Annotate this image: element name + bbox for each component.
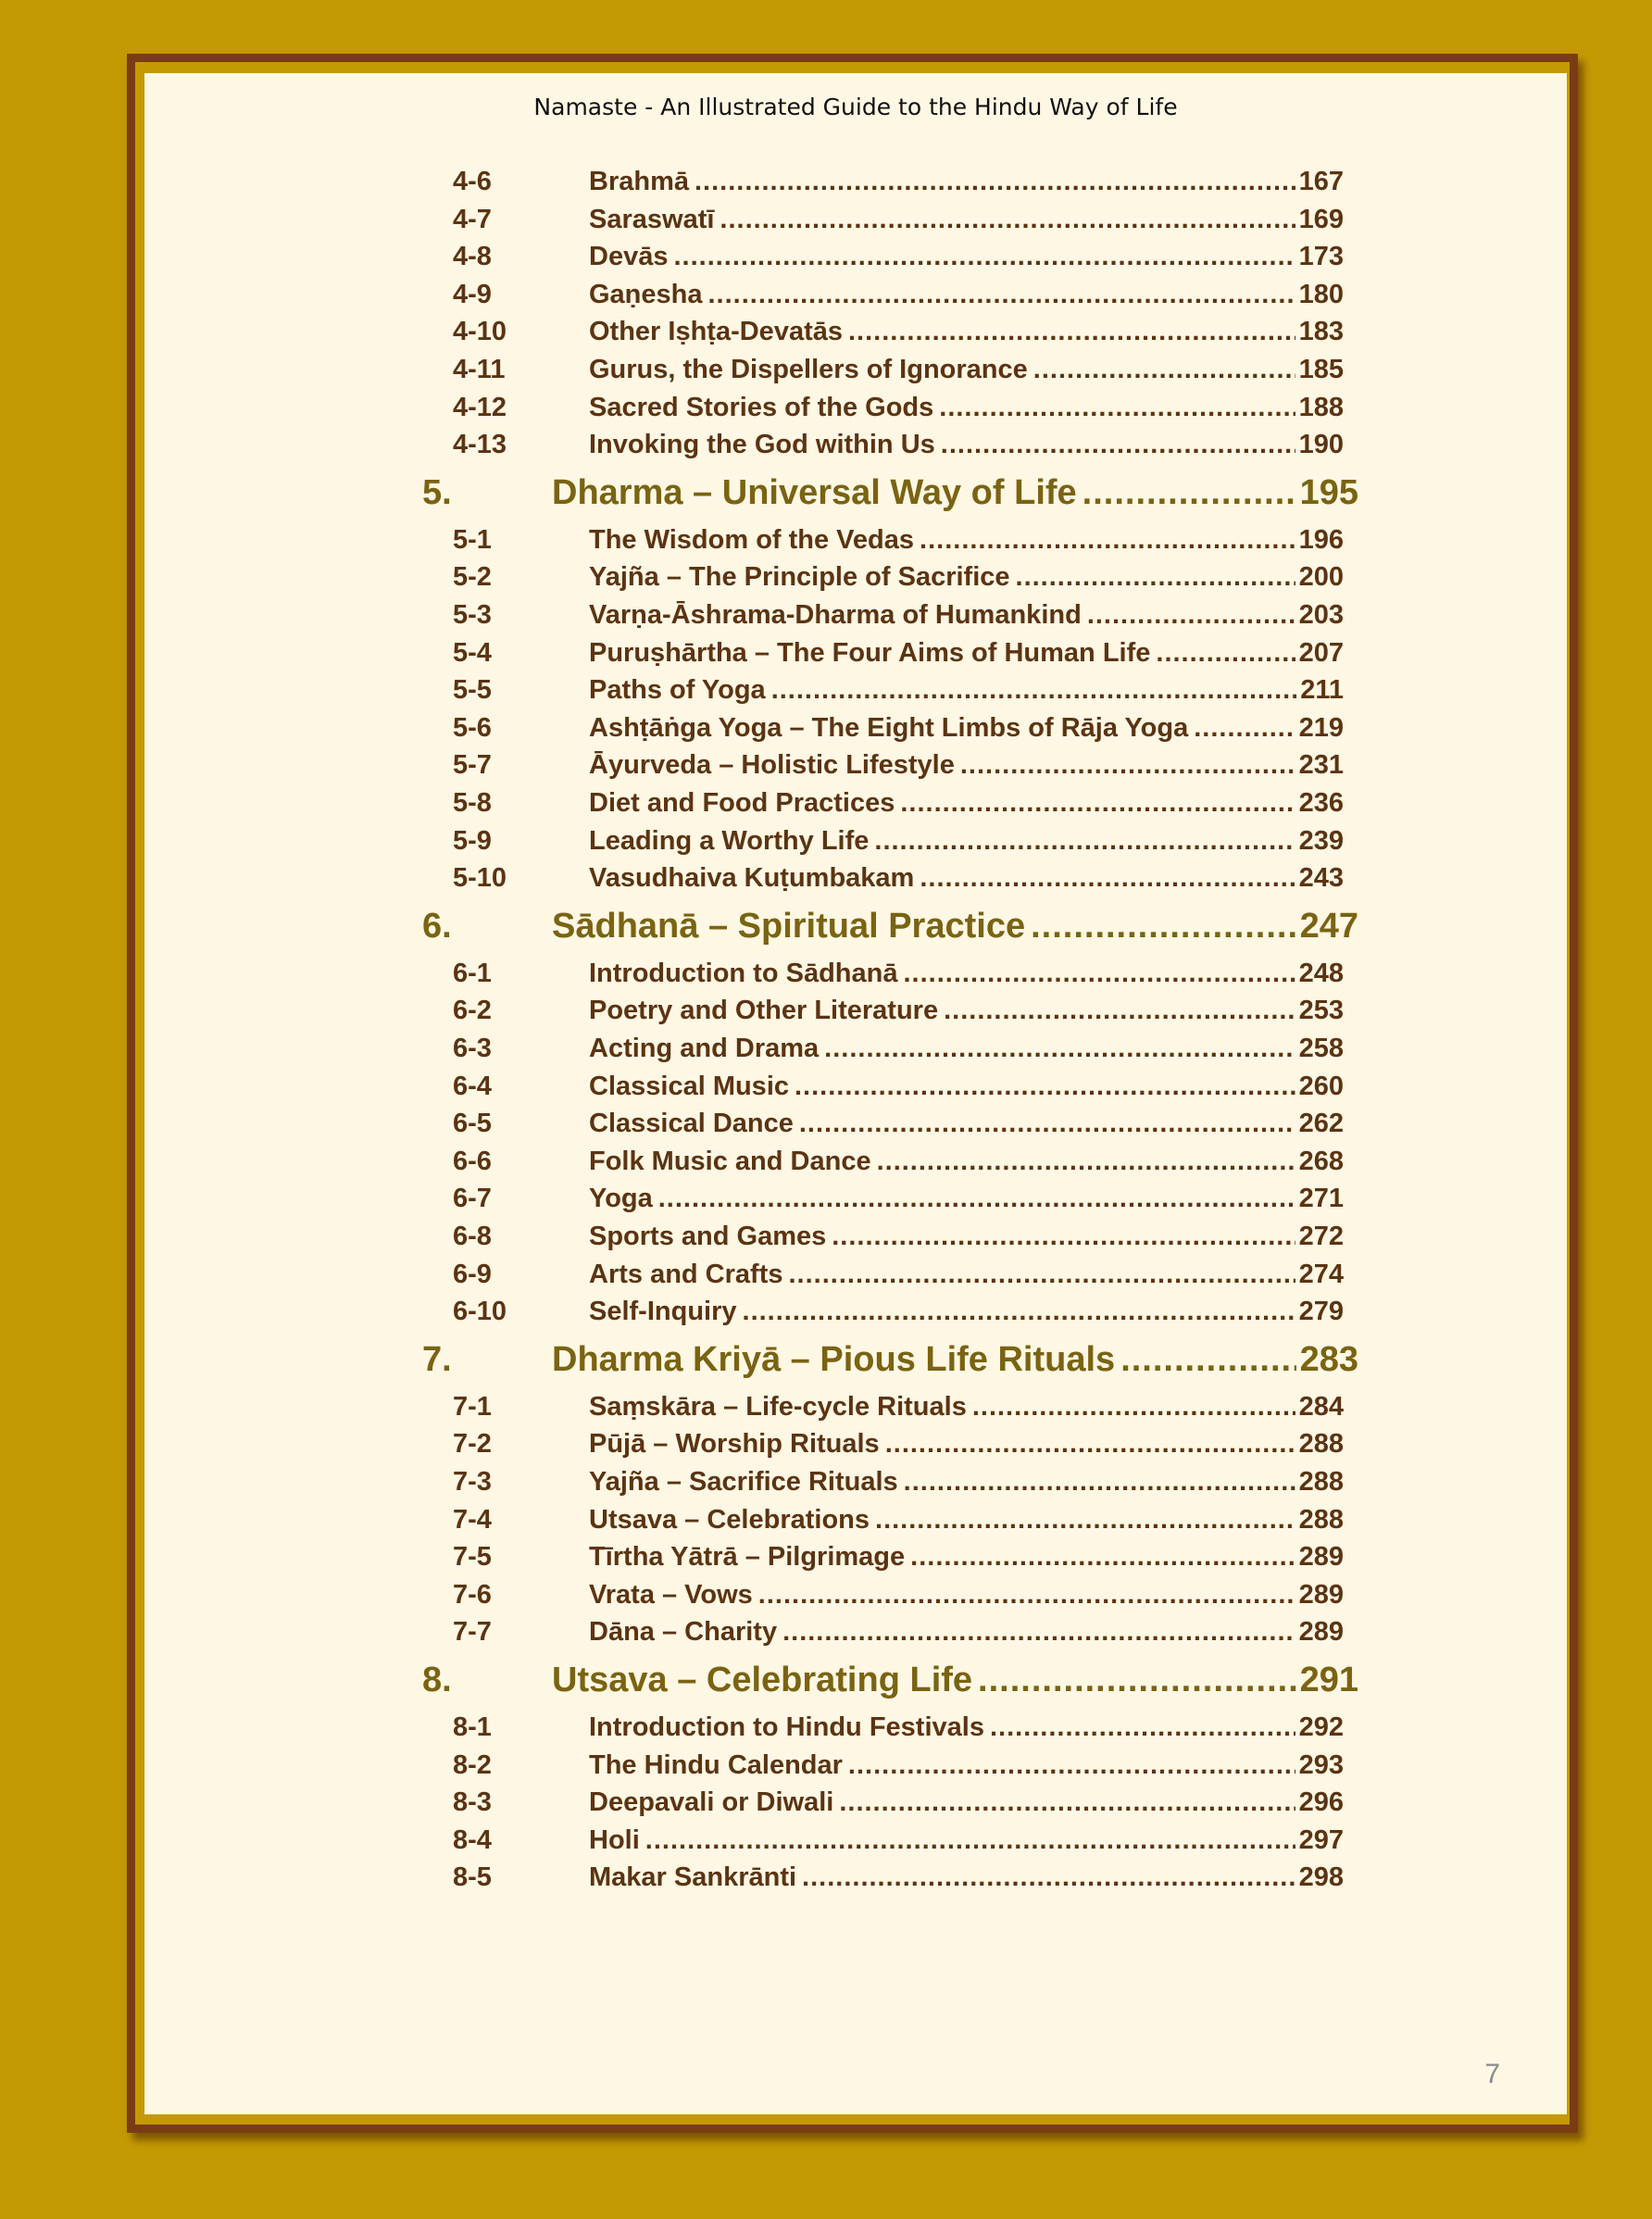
toc-entry-number: 4-11 bbox=[453, 355, 506, 384]
toc-entry[interactable] bbox=[453, 996, 1344, 1026]
dot-leader bbox=[799, 1109, 1295, 1139]
toc-entry-title: Utsava – Celebrating Life bbox=[552, 1661, 973, 1699]
toc-entry-title: Utsava – Celebrations bbox=[589, 1504, 870, 1535]
toc-entry-page: 289 bbox=[1298, 1579, 1344, 1610]
toc-entry-title: Leading a Worthy Life bbox=[589, 825, 870, 856]
toc-entry-number: 6-7 bbox=[453, 1184, 492, 1214]
toc-entry-page: 274 bbox=[1298, 1259, 1344, 1289]
dot-leader bbox=[944, 996, 1295, 1026]
toc-entry-title: Classical Music bbox=[589, 1071, 789, 1101]
toc-section-heading[interactable] bbox=[422, 1340, 1358, 1380]
toc-entry-title: Sports and Games bbox=[589, 1222, 827, 1251]
toc-entry[interactable] bbox=[453, 1222, 1344, 1252]
toc-entry-page: 188 bbox=[1298, 392, 1344, 422]
toc-entry[interactable] bbox=[453, 959, 1344, 989]
toc-entry-page: 288 bbox=[1298, 1504, 1344, 1535]
toc-entry[interactable] bbox=[453, 525, 1344, 556]
toc-entry-title: Holi bbox=[589, 1824, 640, 1855]
toc-entry-title: Makar Sankrānti bbox=[589, 1862, 797, 1893]
toc-entry-number: 7-4 bbox=[453, 1504, 492, 1535]
dot-leader bbox=[972, 1392, 1295, 1423]
toc-entry-page: 211 bbox=[1300, 675, 1344, 706]
toc-entry-title: Self-Inquiry bbox=[589, 1297, 737, 1327]
dot-leader bbox=[1031, 907, 1296, 947]
toc-entry-title: Vasudhaiva Kuṭumbakam bbox=[589, 863, 915, 894]
toc-entry-title: Folk Music and Dance bbox=[589, 1146, 871, 1176]
toc-entry[interactable] bbox=[453, 1297, 1344, 1327]
toc-entry-title: Brahmā bbox=[589, 167, 689, 196]
toc-entry-title: Introduction to Sādhanā bbox=[589, 958, 898, 988]
toc-entry-page: 243 bbox=[1298, 863, 1344, 894]
toc-entry-number: 6-3 bbox=[453, 1034, 492, 1063]
toc-entry-title: Sacred Stories of the Gods bbox=[589, 392, 934, 422]
dot-leader bbox=[658, 1184, 1295, 1214]
toc-entry-number: 6-4 bbox=[453, 1071, 492, 1101]
toc-entry-page: 200 bbox=[1298, 562, 1344, 593]
toc-entry-page: 297 bbox=[1298, 1824, 1344, 1855]
toc-entry-page: 292 bbox=[1298, 1712, 1344, 1742]
toc-entry-number: 5-10 bbox=[453, 863, 507, 894]
toc-entry-title: Classical Dance bbox=[589, 1109, 794, 1139]
dot-leader bbox=[877, 1147, 1295, 1177]
toc-entry-number: 7-1 bbox=[453, 1391, 492, 1422]
toc-entry-number: 7-5 bbox=[453, 1542, 492, 1573]
toc-entry-title: Acting and Drama bbox=[589, 1034, 820, 1063]
dot-leader bbox=[910, 1542, 1295, 1573]
toc-entry[interactable] bbox=[453, 1034, 1344, 1064]
toc-entry-page: 262 bbox=[1298, 1109, 1344, 1139]
toc-entry-number: 5-4 bbox=[453, 637, 492, 668]
toc-entry-number: 5-8 bbox=[453, 788, 492, 818]
toc-entry-number: 6-9 bbox=[453, 1259, 492, 1289]
toc-entry-page: 272 bbox=[1298, 1222, 1344, 1251]
dot-leader bbox=[789, 1260, 1295, 1290]
toc-entry[interactable] bbox=[453, 600, 1344, 631]
dot-leader bbox=[824, 1034, 1295, 1064]
dot-leader bbox=[960, 750, 1295, 781]
dot-leader bbox=[695, 167, 1295, 197]
toc-entry-title: Dharma Kriyā – Pious Life Rituals bbox=[552, 1339, 1116, 1379]
dot-leader bbox=[848, 1750, 1295, 1781]
toc-entry[interactable] bbox=[453, 788, 1344, 819]
page-number: 7 bbox=[1484, 2059, 1500, 2089]
dot-leader bbox=[782, 1617, 1295, 1648]
toc-entry-number: 5-7 bbox=[453, 750, 492, 781]
toc-entry[interactable] bbox=[453, 1542, 1344, 1573]
dot-leader bbox=[771, 675, 1297, 706]
dot-leader bbox=[875, 1505, 1295, 1536]
toc-entry-title: Saraswatī bbox=[589, 204, 715, 234]
toc-entry-page: 196 bbox=[1298, 524, 1344, 555]
toc-entry-page: 284 bbox=[1298, 1391, 1344, 1422]
toc-entry-number: 7-6 bbox=[453, 1579, 492, 1610]
toc-entry[interactable] bbox=[453, 713, 1344, 744]
toc-entry-number: 7. bbox=[422, 1339, 452, 1379]
toc-entry-number: 8-4 bbox=[453, 1824, 492, 1855]
dot-leader bbox=[848, 317, 1295, 347]
running-header: Namaste - An Illustrated Guide to the Hindu Way of Life bbox=[533, 94, 1178, 120]
dot-leader bbox=[645, 1825, 1295, 1856]
toc-entry-page: 231 bbox=[1298, 750, 1344, 781]
toc-entry-page: 296 bbox=[1298, 1787, 1344, 1818]
toc-entry-number: 6-10 bbox=[453, 1297, 507, 1327]
dot-leader bbox=[1016, 562, 1295, 593]
toc-entry-number: 5-5 bbox=[453, 675, 492, 706]
toc-entry-number: 7-3 bbox=[453, 1467, 492, 1497]
toc-section-heading[interactable] bbox=[422, 1661, 1358, 1700]
toc-entry[interactable] bbox=[453, 205, 1344, 235]
toc-entry-page: 293 bbox=[1298, 1749, 1344, 1780]
toc-entry-title: Poetry and Other Literature bbox=[589, 996, 939, 1026]
toc-entry[interactable] bbox=[453, 430, 1344, 460]
toc-entry-page: 195 bbox=[1299, 472, 1358, 512]
toc-entry-page: 279 bbox=[1298, 1297, 1344, 1327]
toc-entry[interactable] bbox=[453, 1147, 1344, 1177]
toc-entry[interactable] bbox=[453, 1072, 1344, 1102]
toc-entry[interactable] bbox=[453, 562, 1344, 593]
toc-entry-number: 4-7 bbox=[453, 204, 492, 234]
toc-entry-page: 239 bbox=[1298, 825, 1344, 856]
toc-entry-title: Introduction to Hindu Festivals bbox=[589, 1712, 984, 1742]
toc-entry-page: 219 bbox=[1298, 712, 1344, 743]
toc-entry-number: 5-6 bbox=[453, 712, 492, 743]
toc-entry-page: 283 bbox=[1299, 1339, 1358, 1379]
dot-leader bbox=[1194, 713, 1295, 744]
dot-leader bbox=[832, 1222, 1295, 1252]
toc-entry-title: Other Iṣhṭa-Devatās bbox=[589, 317, 843, 347]
dot-leader bbox=[904, 959, 1295, 989]
toc-entry-number: 7-2 bbox=[453, 1429, 492, 1460]
toc-entry-number: 6-1 bbox=[453, 958, 492, 988]
dot-leader bbox=[1156, 638, 1295, 669]
toc-entry[interactable] bbox=[453, 1505, 1344, 1536]
toc-entry-number: 6. bbox=[422, 906, 452, 946]
toc-entry-page: 291 bbox=[1299, 1661, 1358, 1699]
toc-entry[interactable] bbox=[453, 1429, 1344, 1460]
toc-entry-number: 6-5 bbox=[453, 1109, 492, 1139]
toc-entry-title: Invoking the God within Us bbox=[589, 430, 935, 460]
toc-entry-title: Pūjā – Worship Rituals bbox=[589, 1429, 880, 1460]
toc-entry-page: 173 bbox=[1298, 242, 1344, 272]
dot-leader bbox=[743, 1297, 1295, 1327]
toc-entry-number: 8-5 bbox=[453, 1862, 492, 1893]
document-page bbox=[144, 73, 1567, 2114]
toc-entry[interactable] bbox=[453, 280, 1344, 310]
toc-entry-page: 169 bbox=[1298, 204, 1344, 234]
toc-entry[interactable] bbox=[453, 675, 1344, 706]
dot-leader bbox=[939, 393, 1295, 423]
toc-entry-page: 185 bbox=[1298, 355, 1344, 384]
toc-entry-page: 288 bbox=[1298, 1467, 1344, 1497]
toc-entry-page: 271 bbox=[1298, 1184, 1344, 1214]
toc-entry-number: 4-9 bbox=[453, 279, 492, 309]
toc-entry-number: 4-12 bbox=[453, 392, 507, 422]
toc-entry-number: 5. bbox=[422, 472, 452, 512]
toc-entry[interactable] bbox=[453, 1392, 1344, 1423]
toc-entry-number: 7-7 bbox=[453, 1617, 492, 1648]
toc-entry[interactable] bbox=[453, 826, 1344, 857]
toc-entry-title: Paths of Yoga bbox=[589, 675, 766, 706]
toc-entry-page: 247 bbox=[1299, 906, 1358, 946]
toc-entry-title: Ashṭāṅga Yoga – The Eight Limbs of Rāja Yoga bbox=[589, 712, 1189, 743]
toc-entry-page: 180 bbox=[1298, 279, 1344, 309]
toc-entry-number: 4-10 bbox=[453, 317, 507, 347]
toc-entry-title: Saṃskāra – Life-cycle Rituals bbox=[589, 1391, 967, 1422]
toc-entry[interactable] bbox=[453, 1260, 1344, 1290]
toc-entry[interactable] bbox=[453, 317, 1344, 347]
toc-entry[interactable] bbox=[453, 1109, 1344, 1139]
toc-entry-title: Puruṣhārtha – The Four Aims of Human Life bbox=[589, 637, 1151, 668]
toc-entry-page: 190 bbox=[1298, 430, 1344, 460]
toc-entry-page: 288 bbox=[1298, 1429, 1344, 1460]
toc-entry-title: Arts and Crafts bbox=[589, 1259, 783, 1289]
toc-entry[interactable] bbox=[453, 1184, 1344, 1214]
toc-entry-title: Gurus, the Dispellers of Ignorance bbox=[589, 355, 1028, 384]
toc-entry-number: 6-2 bbox=[453, 996, 492, 1026]
dot-leader bbox=[1120, 1340, 1295, 1380]
toc-entry-number: 4-8 bbox=[453, 242, 492, 272]
toc-entry-page: 183 bbox=[1298, 317, 1344, 347]
toc-entry[interactable] bbox=[453, 242, 1344, 272]
dot-leader bbox=[758, 1580, 1295, 1611]
toc-entry-title: Āyurveda – Holistic Lifestyle bbox=[589, 750, 955, 781]
toc-entry-page: 248 bbox=[1298, 958, 1344, 988]
dot-leader bbox=[990, 1712, 1295, 1743]
dot-leader bbox=[708, 280, 1295, 310]
toc-entry[interactable] bbox=[453, 355, 1344, 385]
dot-leader bbox=[802, 1862, 1295, 1893]
dot-leader bbox=[885, 1429, 1295, 1460]
toc-entry-number: 5-1 bbox=[453, 524, 492, 555]
toc-entry[interactable] bbox=[453, 1787, 1344, 1818]
toc-section-heading[interactable] bbox=[422, 907, 1358, 947]
toc-entry-number: 5-3 bbox=[453, 600, 492, 630]
toc-entry-title: Sādhanā – Spiritual Practice bbox=[552, 906, 1026, 946]
toc-entry-title: Yajña – The Principle of Sacrifice bbox=[589, 562, 1010, 593]
toc-entry-title: Deepavali or Diwali bbox=[589, 1787, 834, 1818]
toc-entry[interactable] bbox=[453, 638, 1344, 669]
dot-leader bbox=[1033, 355, 1295, 385]
toc-entry[interactable] bbox=[453, 1467, 1344, 1498]
toc-entry-page: 289 bbox=[1298, 1617, 1344, 1648]
toc-entry-page: 203 bbox=[1298, 600, 1344, 630]
toc-entry-title: Tīrtha Yātrā – Pilgrimage bbox=[589, 1542, 906, 1573]
toc-entry-number: 8-2 bbox=[453, 1749, 492, 1780]
toc-entry-number: 8. bbox=[422, 1661, 452, 1699]
dot-leader bbox=[920, 525, 1295, 556]
toc-entry-number: 6-6 bbox=[453, 1146, 492, 1176]
dot-leader bbox=[941, 430, 1295, 460]
toc-entry-title: Dharma – Universal Way of Life bbox=[552, 472, 1077, 512]
toc-entry-number: 4-13 bbox=[453, 430, 507, 460]
toc-entry[interactable] bbox=[453, 167, 1344, 197]
toc-entry-title: Yoga bbox=[589, 1184, 653, 1214]
toc-entry-title: The Hindu Calendar bbox=[589, 1749, 843, 1780]
toc-entry-page: 268 bbox=[1298, 1146, 1344, 1176]
toc-entry-number: 5-9 bbox=[453, 825, 492, 856]
toc-entry[interactable] bbox=[453, 1712, 1344, 1743]
toc-entry-page: 207 bbox=[1298, 637, 1344, 668]
toc-entry-page: 253 bbox=[1298, 996, 1344, 1026]
toc-entry-number: 6-8 bbox=[453, 1222, 492, 1251]
toc-entry[interactable] bbox=[453, 1580, 1344, 1611]
toc-entry-number: 8-1 bbox=[453, 1712, 492, 1742]
dot-leader bbox=[874, 826, 1295, 857]
toc-entry[interactable] bbox=[453, 1825, 1344, 1856]
dot-leader bbox=[978, 1661, 1296, 1700]
toc-entry-title: Yajña – Sacrifice Rituals bbox=[589, 1467, 898, 1497]
toc-entry-title: Dāna – Charity bbox=[589, 1617, 778, 1648]
dot-leader bbox=[839, 1787, 1295, 1818]
toc-entry-title: Varṇa-Āshrama-Dharma of Humankind bbox=[589, 600, 1082, 630]
toc-entry[interactable] bbox=[453, 863, 1344, 894]
toc-entry[interactable] bbox=[453, 1617, 1344, 1648]
toc-entry-page: 236 bbox=[1298, 788, 1344, 818]
dot-leader bbox=[673, 242, 1295, 272]
toc-entry-title: Devās bbox=[589, 242, 669, 272]
toc-entry[interactable] bbox=[453, 750, 1344, 781]
dot-leader bbox=[900, 788, 1295, 819]
toc-entry-page: 167 bbox=[1298, 167, 1344, 196]
dot-leader bbox=[920, 863, 1295, 894]
toc-section-heading[interactable] bbox=[422, 473, 1358, 513]
toc-entry-number: 4-6 bbox=[453, 167, 492, 196]
toc-entry-page: 258 bbox=[1298, 1034, 1344, 1063]
toc-entry-title: Vrata – Vows bbox=[589, 1579, 753, 1610]
toc-entry[interactable] bbox=[453, 1750, 1344, 1781]
toc-entry-page: 289 bbox=[1298, 1542, 1344, 1573]
toc-entry[interactable] bbox=[453, 393, 1344, 423]
toc-entry-title: Diet and Food Practices bbox=[589, 788, 895, 818]
toc-entry-page: 298 bbox=[1298, 1862, 1344, 1893]
dot-leader bbox=[904, 1467, 1295, 1498]
toc-entry-title: Gaṇesha bbox=[589, 279, 703, 309]
dot-leader bbox=[795, 1072, 1295, 1102]
toc-entry-title: The Wisdom of the Vedas bbox=[589, 524, 915, 555]
toc-entry-number: 5-2 bbox=[453, 562, 492, 593]
dot-leader bbox=[720, 205, 1295, 235]
toc-entry[interactable] bbox=[453, 1862, 1344, 1893]
toc-entry-page: 260 bbox=[1298, 1071, 1344, 1101]
toc-entry-number: 8-3 bbox=[453, 1787, 492, 1818]
dot-leader bbox=[1087, 600, 1295, 631]
dot-leader bbox=[1083, 473, 1296, 513]
